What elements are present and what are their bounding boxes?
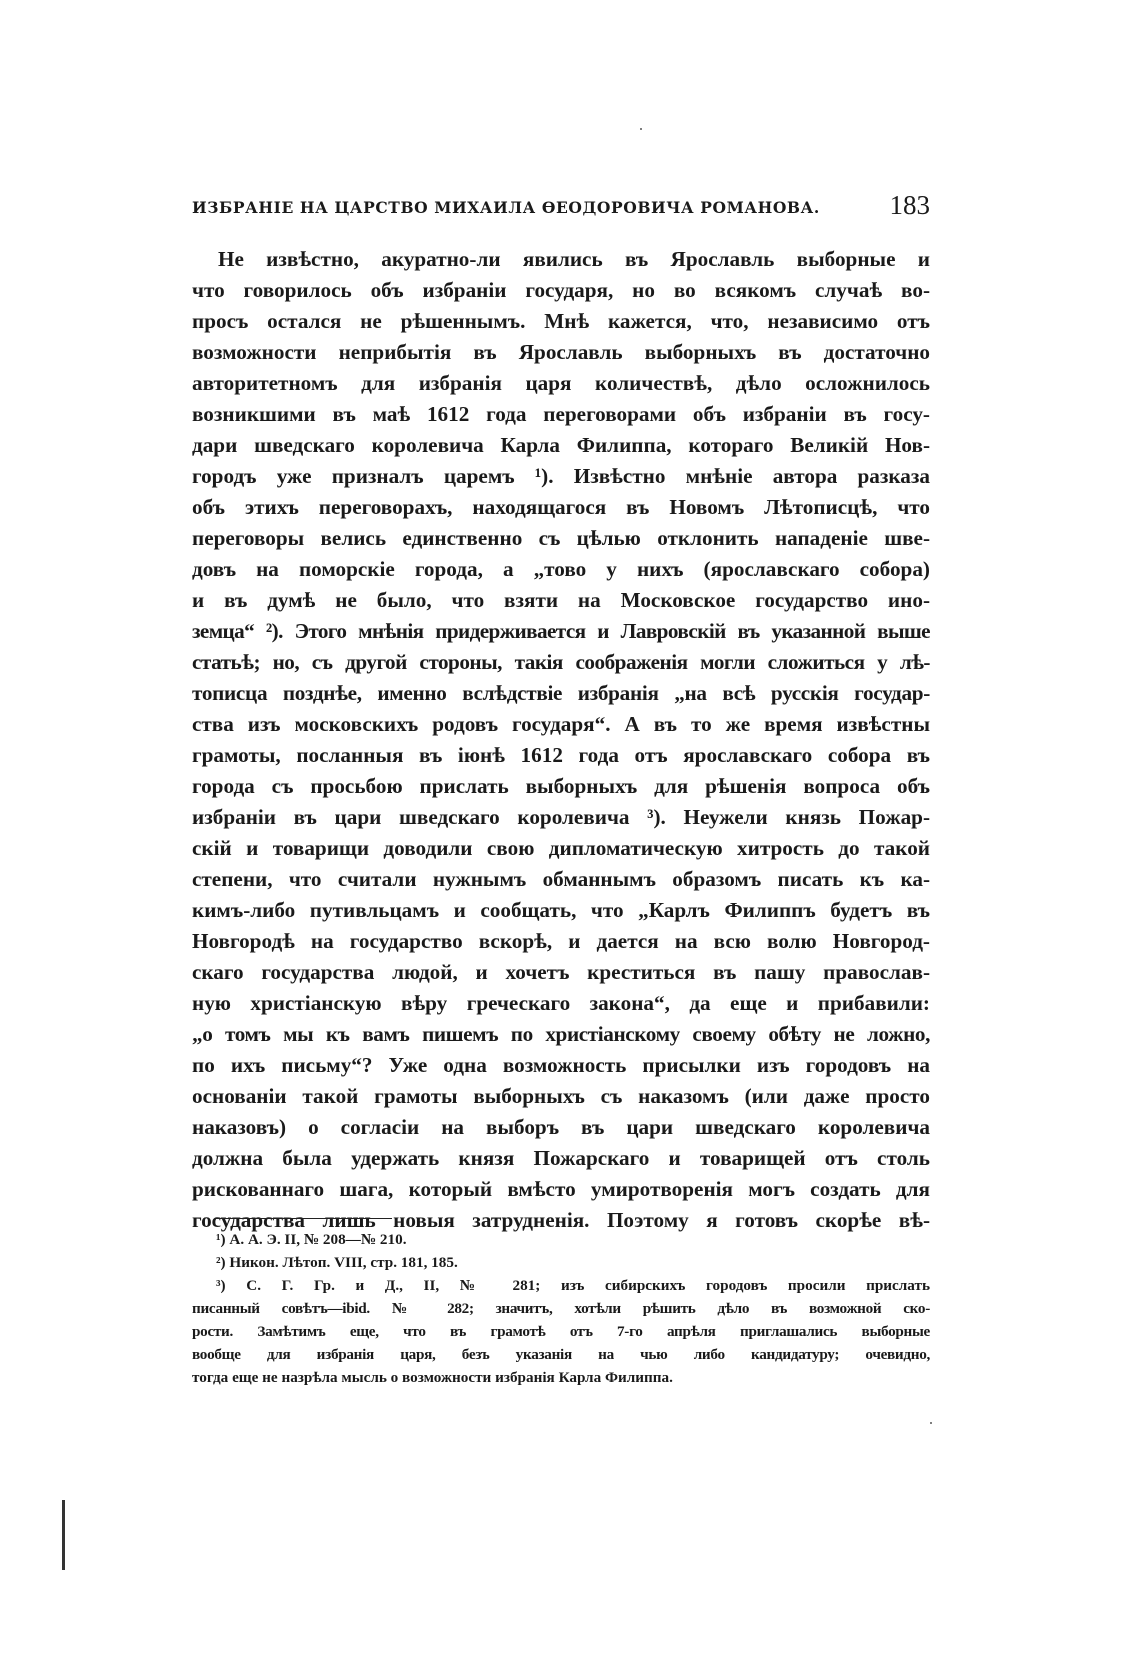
body-line: городъ уже призналъ царемъ ¹). Извѣстно мнѣніе автора разказа [192, 464, 930, 488]
body-line: государства лишь новыя затрудненія. Поэтому я готовъ скорѣе вѣ- [192, 1208, 930, 1232]
body-text [192, 244, 930, 1236]
body-line: города съ просьбою прислать выборныхъ для рѣшенія вопроса объ [192, 774, 930, 798]
footnote-2: ²) Никон. Лѣтоп. VIII, стр. 181, 185. [216, 1254, 458, 1271]
footnote-3: ³) С. Г. Гр. и Д., II, № 281; изъ сибирскихъ городовъ просили прислать [216, 1277, 930, 1294]
body-line: Не извѣстно, акуратно-ли явились въ Ярославль выборные и [218, 247, 930, 271]
body-line: должна была удержать князя Пожарскаго и товарищей отъ столь [192, 1146, 930, 1170]
body-line: объ этихъ переговорахъ, находящагося въ Новомъ Лѣтописцѣ, что [192, 495, 930, 519]
running-head-title: ИЗБРАНІЕ НА ЦАРСТВО МИХАИЛА ѲЕОДОРОВИЧА РОМАНОВА. [192, 198, 820, 217]
body-line: основаніи такой грамоты выборныхъ съ наказомъ (или даже просто [192, 1084, 930, 1108]
body-line: авторитетномъ для избранія царя количествѣ, дѣло осложнилось [192, 371, 930, 395]
body-line: по ихъ письму“? Уже одна возможность присылки изъ городовъ на [192, 1053, 930, 1077]
footnote-3-cont: вообще для избранія царя, безъ указанія на чью либо кандидатуру; очевидно, [192, 1346, 930, 1363]
body-line: что говорилось объ избраніи государя, но во всякомъ случаѣ во- [192, 278, 930, 302]
body-line: избраніи въ цари шведскаго королевича ³). Неужели князь Пожар- [192, 805, 930, 829]
body-line: тописца позднѣе, именно вслѣдствіе избранія „на всѣ русскія государ- [192, 681, 930, 705]
body-line: дари шведскаго королевича Карла Филиппа, котораго Великій Нов- [192, 433, 930, 457]
body-line: переговоры велись единственно съ цѣлью отклонить нападеніе шве- [192, 526, 930, 550]
body-line: довъ на поморскіе города, а „тово у нихъ (ярославскаго собора) [192, 557, 930, 581]
body-line: и въ думѣ не было, что взяти на Московское государство ино- [192, 588, 930, 612]
scan-edge-mark [62, 1500, 65, 1570]
body-line: ную христіанскую вѣру греческаго закона“, да еще и прибавили: [192, 991, 930, 1015]
footnote-rule [216, 1218, 392, 1219]
footnote-3-cont: писанный совѣтъ—ibid. № 282; значитъ, хотѣли рѣшить дѣло въ возможной ско- [192, 1300, 930, 1317]
scan-speck [930, 1422, 932, 1424]
body-line: возникшими въ маѣ 1612 года переговорами объ избраніи въ госу- [192, 402, 930, 426]
body-line: Новгородѣ на государство вскорѣ, и дается на всю волю Новгород- [192, 929, 930, 953]
footnote-1: ¹) А. А. Э. II, № 208—№ 210. [216, 1231, 407, 1248]
footnote-3-cont: рости. Замѣтимъ еще, что въ грамотѣ отъ 7-го апрѣля приглашались выборные [192, 1323, 930, 1340]
body-line: наказовъ) о согласіи на выборъ въ цари шведскаго королевича [192, 1115, 930, 1139]
body-line: скій и товарищи доводили свою дипломатическую хитрость до такой [192, 836, 930, 860]
body-line: кимъ-либо путивльцамъ и сообщать, что „Карлъ Филиппъ будетъ въ [192, 898, 930, 922]
footnotes [192, 1228, 930, 1389]
body-line: степени, что считали нужнымъ обманнымъ образомъ писать къ ка- [192, 867, 930, 891]
body-line: возможности неприбытія въ Ярославль выборныхъ въ достаточно [192, 340, 930, 364]
body-line: ства изъ московскихъ родовъ государя“. А въ то же время извѣстны [192, 712, 930, 736]
footnote-3-cont: тогда еще не назрѣла мысль о возможности избранія Карла Филиппа. [192, 1369, 673, 1386]
body-line: скаго государства людой, и хочетъ креститься въ пашу православ- [192, 960, 930, 984]
body-line: статьѣ; но, съ другой стороны, такія соображенія могли сложиться у лѣ- [192, 650, 930, 674]
body-line: рискованнаго шага, который вмѣсто умиротворенія могъ создать для [192, 1177, 930, 1201]
running-head [192, 190, 930, 224]
body-line: земца“ ²). Этого мнѣнія придерживается и Лавровскій въ указанной выше [192, 619, 930, 643]
page-number: 183 [889, 190, 930, 220]
body-line: „о томъ мы къ вамъ пишемъ по христіанскому своему обѣту не ложно, [192, 1022, 930, 1046]
body-line: грамоты, посланныя въ іюнѣ 1612 года отъ ярославскаго собора въ [192, 743, 930, 767]
body-line: просъ остался не рѣшеннымъ. Мнѣ кажется, что, независимо отъ [192, 309, 930, 333]
scan-speck [640, 128, 642, 130]
